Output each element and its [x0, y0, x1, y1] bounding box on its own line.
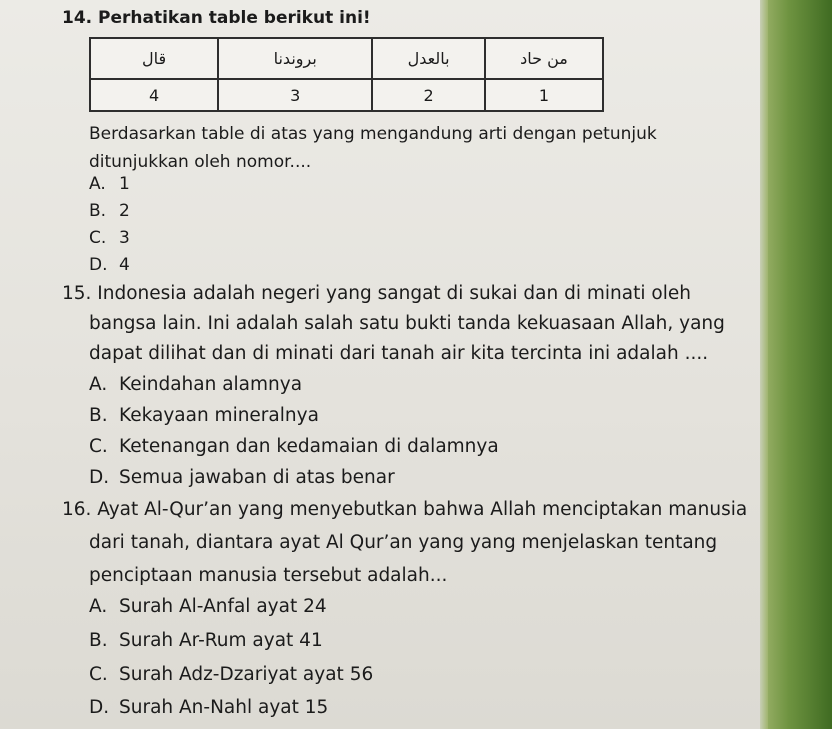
answer-option[interactable]: C. Ketenangan dan kedamaian di dalamnya — [89, 436, 499, 457]
table-header-cell: بالعدل — [372, 38, 485, 79]
table-header-cell: قال — [90, 38, 218, 79]
question-14-title: 14. Perhatikan table berikut ini! — [62, 8, 371, 28]
question-15-text-line: 15. Indonesia adalah negeri yang sangat di sukai dan di minati oleh — [62, 283, 691, 304]
table-header-cell: بروندنا — [218, 38, 372, 79]
table-number-cell: 3 — [218, 79, 372, 111]
table-number-cell: 4 — [90, 79, 218, 111]
table-header-cell: من حاد — [485, 38, 603, 79]
background-edge — [760, 0, 832, 729]
question-14-text-line: Berdasarkan table di atas yang mengandung arti dengan petunjuk — [89, 124, 657, 144]
question-14-text-line: ditunjukkan oleh nomor.... — [89, 152, 312, 172]
answer-option[interactable]: D. Surah An-Nahl ayat 15 — [89, 697, 329, 718]
answer-option[interactable]: C. 3 — [89, 228, 130, 248]
question-16-text-line: penciptaan manusia tersebut adalah... — [89, 565, 448, 586]
answer-option[interactable]: B. Surah Ar-Rum ayat 41 — [89, 630, 323, 651]
question-15-text-line: bangsa lain. Ini adalah salah satu bukti tanda kekuasaan Allah, yang — [89, 313, 725, 334]
table-number-cell: 2 — [372, 79, 485, 111]
answer-option[interactable]: A. 1 — [89, 174, 130, 194]
answer-option[interactable]: C. Surah Adz-Dzariyat ayat 56 — [89, 664, 374, 685]
arabic-table — [89, 37, 604, 112]
table-number-cell: 1 — [485, 79, 603, 111]
answer-option[interactable]: B. Kekayaan mineralnya — [89, 405, 319, 426]
answer-option[interactable]: A. Keindahan alamnya — [89, 374, 303, 395]
answer-option[interactable]: D. Semua jawaban di atas benar — [89, 467, 395, 488]
question-16-text-line: 16. Ayat Al-Qur’an yang menyebutkan bahwa Allah menciptakan manusia — [62, 499, 748, 520]
answer-option[interactable]: B. 2 — [89, 201, 130, 221]
question-15-text-line: dapat dilihat dan di minati dari tanah air kita tercinta ini adalah .... — [89, 343, 709, 364]
answer-option[interactable]: D. 4 — [89, 255, 130, 275]
answer-option[interactable]: A. Surah Al-Anfal ayat 24 — [89, 596, 327, 617]
question-16-text-line: dari tanah, diantara ayat Al Qur’an yang yang menjelaskan tentang — [89, 532, 718, 553]
